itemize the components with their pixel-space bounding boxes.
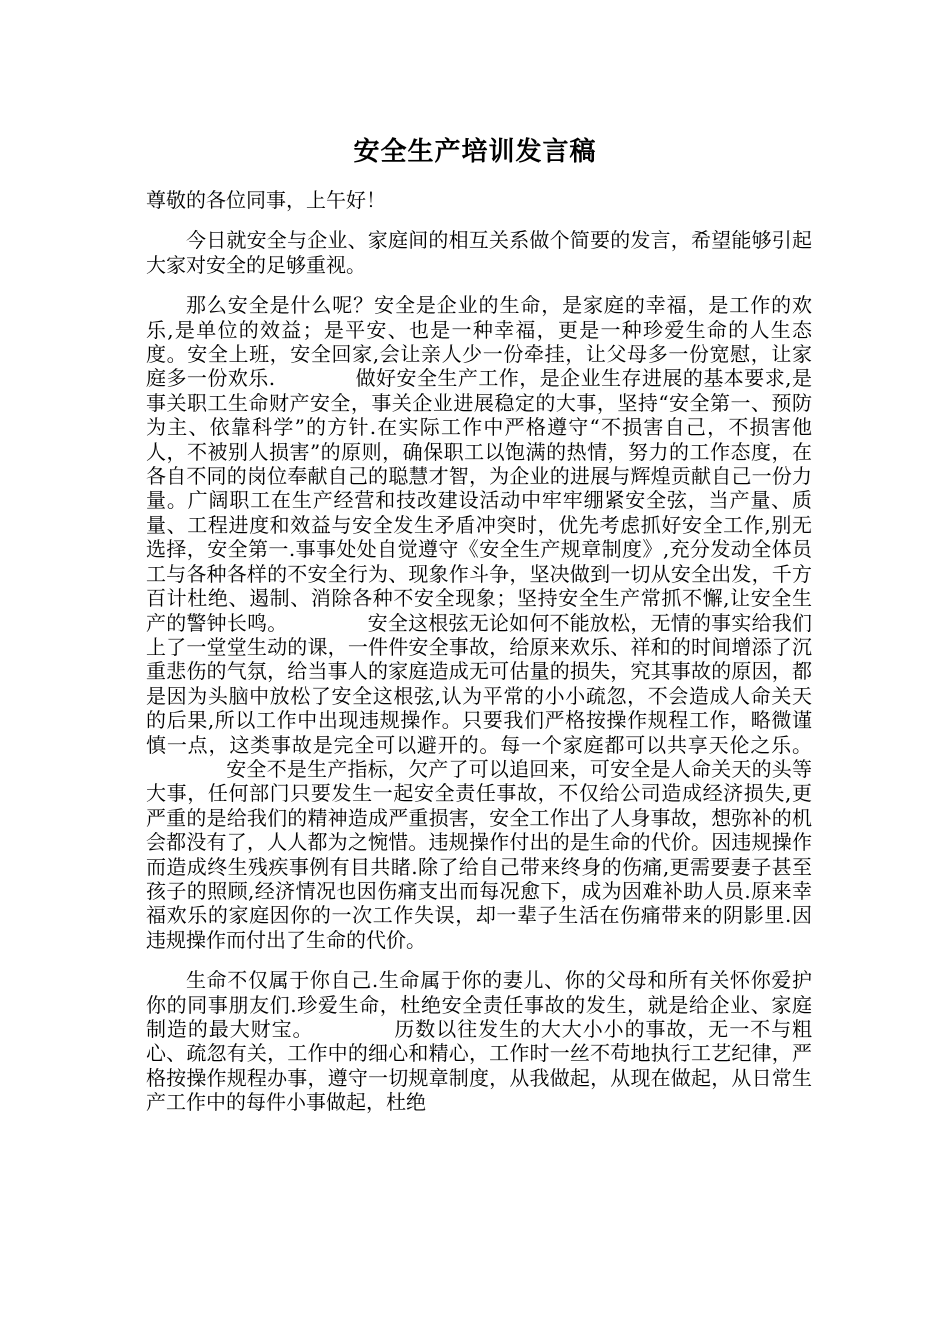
paragraph-segment: 安全不是生产指标，欠产了可以追回来，可安全是人命关天的头等大事，任何部门只要发生一起安全责任事故，不仅给公司造成经济损失,更严重的是给我们的精神造成严重损害，安全工作出了人身事故，想弥补的机会都没有了，人人都为之惋惜。违规操作付出的是生命的代价。因违规操作而造成终生残疾事例有目共睹.除了给自己带来终身的伤痛,更需要妻子甚至孩子的照顾,经济情况也因伤痛支出而每况愈下，成为因难补助人员.原来幸福欢乐的家庭因你的一次工作失误，却一辈子生活在伤痛带来的阴影里.因违规操作而付出了生命的代价。 (146, 756, 812, 952)
paragraph-intro (146, 228, 812, 277)
document-body (146, 188, 812, 1131)
paragraph-segment: 历数以往发生的大大小小的事故，无一不与粗心、疏忽有关，工作中的细心和精心，工作时一丝不苟地执行工艺纪律，严格按操作规程办事，遵守一切规章制度，从我做起，从现在做起，从日常生产工作中的每件小事做起，杜绝 (146, 1017, 813, 1115)
paragraph-segment: 今日就安全与企业、家庭间的相互关系做个简要的发言，希望能够引起大家对安全的足够重视。 (146, 228, 812, 277)
paragraph-life (146, 968, 812, 1114)
paragraph-segment: 安全这根弦无论如何不能放松，无情的事实给我们上了一堂堂生动的课，一件件安全事故，给原来欢乐、祥和的时间增添了沉重悲伤的气氛，给当事人的家庭造成无可估量的损失，究其事故的原因，都是因为头脑中放松了安全这根弦,认为平常的小小疏忽，不会造成人命关天的后果,所以工作中出现违规操作。只要我们严格按操作规程工作，略微谨慎一点，这类事故是完全可以避开的。每一个家庭都可以共享天伦之乐。 (146, 610, 813, 757)
document-title: 安全生产培训发言稿 (353, 137, 597, 167)
paragraph-segment: 生命不仅属于你自己.生命属于你的妻儿、你的父母和所有关怀你爱护你的同事朋友们.珍爱生命，杜绝安全责任事故的发生，就是给企业、家庭制造的最大财宝。 (146, 968, 812, 1041)
greeting-line: 尊敬的各位同事，上午好！ (146, 188, 386, 212)
paragraph-segment: 那么安全是什么呢？安全是企业的生命，是家庭的幸福，是工作的欢乐,是单位的效益；是平安、也是一种幸福，更是一种珍爱生命的人生态度。安全上班，安全回家,会让亲人少一份牵挂，让父母多一份宽慰，让家庭多一份欢乐. (146, 293, 812, 391)
paragraph-segment: 做好安全生产工作，是企业生存进展的基本要求,是事关职工生命财产安全，事关企业进展稳定的大事，坚持“安全第一、预防为主、依靠科学”的方针.在实际工作中严格遵守“不损害自己，不损害他人，不被别人损害”的原则，确保职工以饱满的热情，努力的工作态度，在各自不同的岗位奉献自己的聪慧才智，为企业的进展与辉煌贡献自己一份力量。广阔职工在生产经营和技改建设活动中牢牢绷紧安全弦，当产量、质量、工程进度和效益与安全发生矛盾冲突时，优先考虑抓好安全工作,别无选择，安全第一.事事处处自觉遵守《安全生产规章制度》,充分发动全体员工与各种各样的不安全行为、现象作斗争，坚决做到一切从安全出发，千方百计杜绝、遏制、消除各种不安全现象；坚持安全生产常抓不懈,让安全生产的警钟长鸣。 (146, 366, 812, 635)
paragraph-what-is-safety (146, 293, 812, 952)
